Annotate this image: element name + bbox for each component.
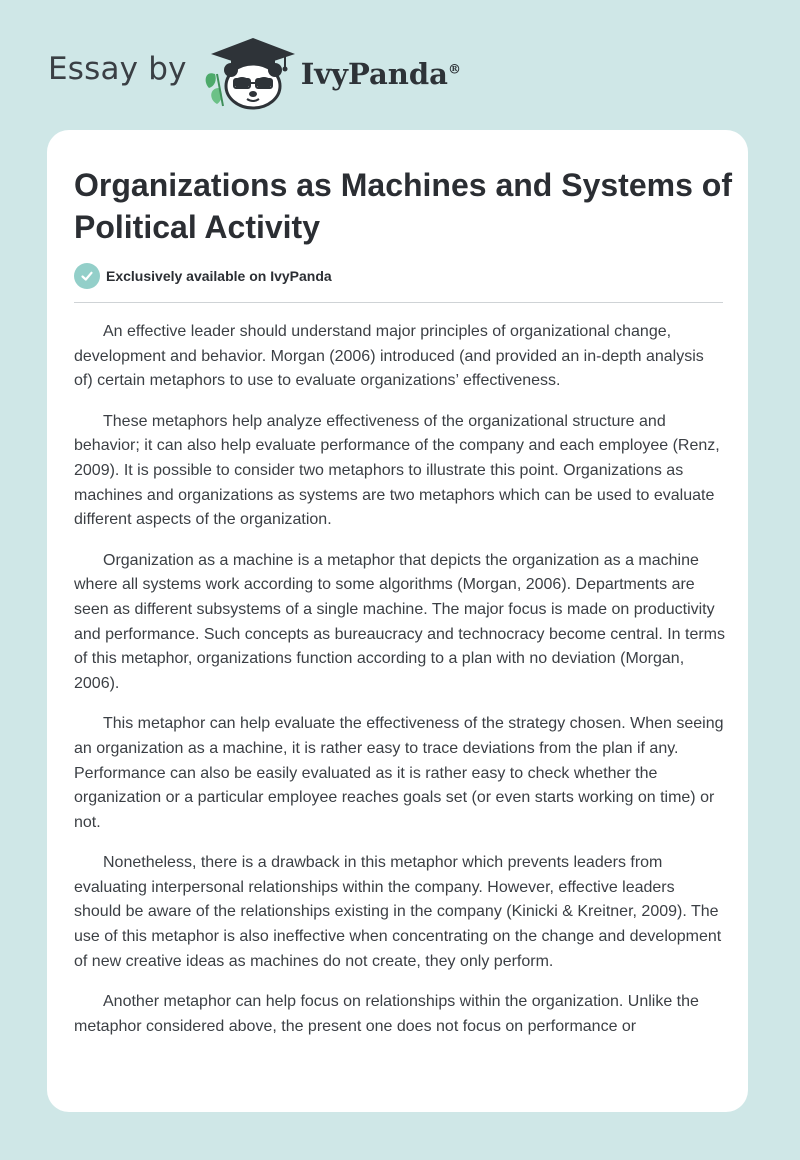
badge-text: Exclusively available on IvyPanda [106, 268, 332, 284]
exclusive-badge [74, 263, 332, 289]
panda-graduate-icon[interactable] [201, 34, 297, 110]
divider [74, 302, 723, 303]
paragraph: Nonetheless, there is a drawback in this metaphor which prevents leaders from evaluating interpersonal relationships within the company. However, effective leaders should be aware of the relationships existing in the company (Kinicki & Kreitner, 2009). The use of this metaphor is also ineffective when concentrating on the change and development of new creative ideas as machines do not create, they only perform. [74, 854, 722, 970]
paragraph: This metaphor can help evaluate the effectiveness of the strategy chosen. When seeing an organization as a machine, it is rather easy to trace deviations from the plan if any. Performance can also be easily evaluated as it is rather easy to check whether the organization or a particular employee reaches goals set (or even starts working on time) or not. [74, 715, 724, 831]
brand-header [48, 34, 461, 110]
paragraph: These metaphors help analyze effectiveness of the organizational structure and behavior; it can also help evaluate performance of the company and each employee (Renz, 2009). It is possible to consider two metaphors to illustrate this point. Organizations as machines and organizations as systems are two metaphors which can be used to evaluate different aspects of the organization. [74, 412, 720, 529]
brand-prefix: Essay by [48, 51, 187, 87]
registered-mark: ® [447, 62, 461, 78]
page-title: Organizations as Machines and Systems of Political Activity [74, 167, 732, 245]
paragraph: Another metaphor can help focus on relationships within the organization. Unlike the metaphor considered above, the present one does not focus on performance or [74, 993, 699, 1035]
brand-name[interactable]: IvyPanda® [300, 57, 461, 91]
article-card [47, 130, 748, 1112]
paragraph: An effective leader should understand major principles of organizational change, development and behavior. Morgan (2006) introduced (and provided an in-depth analysis of) certain metaphors to use to evaluate organizations’ effectiveness. [74, 323, 704, 390]
check-circle-icon [74, 263, 100, 289]
article-body [74, 320, 726, 1055]
paragraph: Organization as a machine is a metaphor that depicts the organization as a machine where all systems work according to some algorithms (Morgan, 2006). Departments are seen as different subsystems of a single machine. The major focus is made on productivity and performance. Such concepts as bureaucracy and technocracy become central. In terms of this metaphor, organizations function according to a plan with no deviation (Morgan, 2006). [74, 551, 726, 692]
